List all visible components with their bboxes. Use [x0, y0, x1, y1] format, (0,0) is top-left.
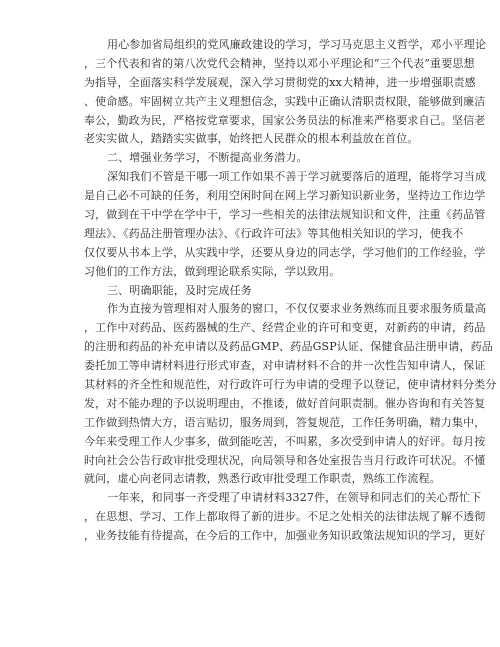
paragraph-4-line-1: 一年来，和同事一齐受理了申请材料3327件，在领导和同志们的关心帮忙下	[107, 491, 482, 505]
document-body	[84, 36, 497, 546]
paragraph-2-line-2: 是自己必不可缺的任务，利用空闲时间在网上学习新知识新业务，坚持边工作边学	[84, 189, 486, 203]
paragraph-2-line-6: 习他们的工作方法，做到理论联系实际，学以致用。	[84, 264, 341, 278]
paragraph-3-line-7: 工作做到热情大方，语言贴切，服务周到，答复规范，工作任务明确，精力集中，	[84, 415, 486, 429]
paragraph-3-line-9: 时向社会公告行政审批受理状况，向局领导和各处室报告当月行政许可状况。不懂	[84, 453, 486, 467]
paragraph-1-line-3: 为指导，全面落实科学发展观，深入学习贯彻党的xx大精神，进一步增强职责感	[84, 75, 476, 89]
paragraph-2-line-3: 习，做到在干中学在学中干，学习一些相关的法律法规知识和文件，注重《药品管	[84, 208, 486, 222]
section-heading-3: 三、明确职能，及时完成任务	[107, 283, 252, 297]
paragraph-2-line-1: 深知我们不管是干哪一项工作如果不善于学习就要落后的道理，能将学习当成	[107, 170, 487, 184]
paragraph-3-line-2: ，工作中对药品、医药器械的生产、经营企业的许可和变更，对新药的申请，药品	[84, 321, 486, 335]
paragraph-3-line-8: 今年来受理工作人少事多，做到能吃苦，不叫累，多次受到申请人的好评。每月按	[84, 434, 486, 448]
paragraph-3-line-4: 委托加工等申请材料进行形式审查，对申请材料不合的并一次性告知申请人，保证	[84, 359, 486, 373]
paragraph-3-line-3: 的注册和药品的补充申请以及药品GMP、药品GSP认证、保健食品注册申请，药品	[84, 340, 493, 354]
paragraph-1-line-5: 奉公，勤政为民，严格按党章要求，国家公务员法的标准来严格要求自己。坚信老	[84, 113, 486, 127]
paragraph-3-line-10: 就问，虚心向老同志请教，熟悉行政审批受理工作职责，熟练工作流程。	[84, 472, 441, 486]
paragraph-4-line-3: ，业务技能有待提高，在今后的工作中，加强业务知识政策法规知识的学习，更好	[84, 529, 486, 543]
paragraph-2-line-4: 理法》、《药品注册管理办法》、《行政许可法》等其他相关知识的学习，使我不	[84, 226, 464, 240]
paragraph-3-line-1: 作为直接为管理相对人服务的窗口，不仅仅要求业务熟练而且要求服务质量高	[107, 302, 487, 316]
section-heading-2: 二、增强业务学习，不断提高业务潜力。	[107, 151, 308, 165]
paragraph-2-line-5: 仅仅要从书本上学，从实践中学，还要从身边的同志学，学习他们的工作经验，学	[84, 245, 486, 259]
paragraph-3-line-5: 其材料的齐全性和规范性，对行政许可行为申请的受理予以登记，使申请材料分类分	[84, 378, 497, 392]
paragraph-1-line-6: 老实实做人，踏踏实实做事，始终把人民群众的根本利益放在首位。	[84, 132, 419, 146]
paragraph-1-line-1: 用心参加省局组织的党风廉政建设的学习，学习马克思主义哲学，邓小平理论	[107, 38, 487, 51]
paragraph-1-line-4: 、使命感。牢固树立共产主义理想信念，实践中正确认清职责权限，能够做到廉洁	[84, 94, 486, 108]
paragraph-1-line-2: ，三个代表和省的第八次党代会精神，坚持以邓小平理论和“三个代表”重要思想	[84, 56, 475, 70]
paragraph-4-line-2: ，在思想、学习、工作上都取得了新的进步。不足之处相关的法律法规了解不透彻	[84, 510, 486, 524]
paragraph-3-line-6: 发，对不能办理的予以说明理由，不推诿，做好首问职责制。催办咨询和有关答复	[84, 396, 486, 410]
